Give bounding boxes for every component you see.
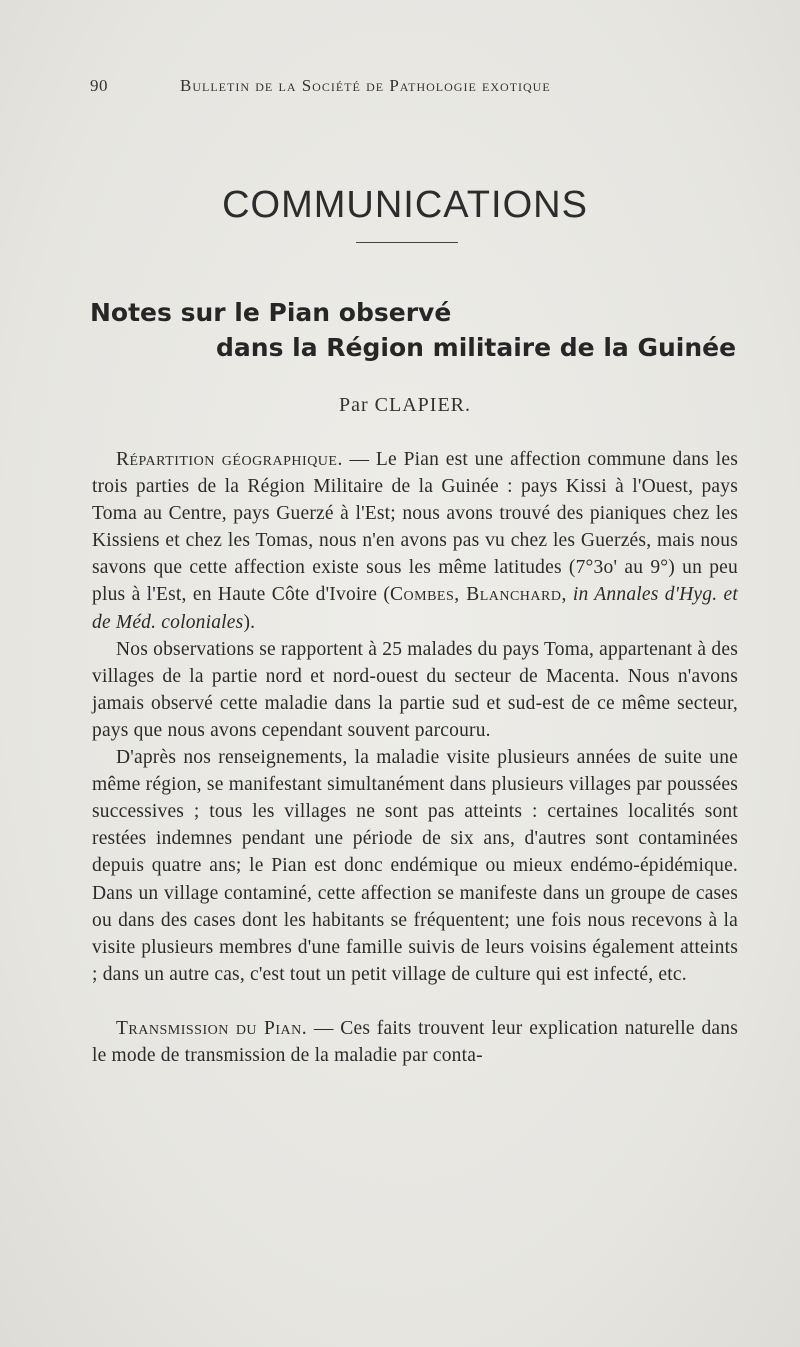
article-title-line-1: Notes sur le Pian observé xyxy=(90,298,452,327)
citation: in Annales d'Hyg. et de Méd. coloniales xyxy=(92,584,738,633)
author-names: Combes, Blanchard xyxy=(390,584,562,606)
article-body xyxy=(92,446,738,1069)
paragraph-heading: Transmission du Pian. xyxy=(116,1017,308,1039)
journal-title: Bulletin de la Société de Pathologie exotique xyxy=(180,76,551,95)
paragraph-text: ). xyxy=(243,611,256,633)
article-title-line-2: dans la Région militaire de la Guinée xyxy=(216,333,737,362)
paragraph-text: — Ces faits trouvent leur explication naturelle dans le mode de transmission de la maladie par conta- xyxy=(92,1017,738,1066)
page-number: 90 xyxy=(90,76,108,95)
paragraph-text: , xyxy=(561,584,573,606)
paragraph-heading: Répartition géographique. xyxy=(116,449,343,470)
paragraph-observations: Nos observations se rapportent à 25 malades du pays Toma, appartenant à des villages de la partie nord et nord-ouest du secteur de Macenta. Nous n'avons jamais observé cette maladie dans la partie sud et sud-est de ce même secteur, pays que nous avons cependant souvent parcouru. xyxy=(92,638,738,741)
paragraph-repartition xyxy=(92,446,738,636)
paragraph-renseignements: D'après nos renseignements, la maladie visite plusieurs années de suite une même région, se manifestant simultanément dans plusieurs villages par poussées successives ; tous les villages ne sont pas atteints : certaines localités sont restées indemnes pendant une période de six ans, d'autres sont contaminées depuis quatre ans; le Pian est donc endémique ou mieux endémo-épidémique. Dans un village contaminé, cette affection se manifeste dans un groupe de cases ou dans des cases dont les habitants se fréquentent; une fois nous recevons à la visite plusieurs membres d'une famille suivis de leurs voisins également atteints ; dans un autre cas, c'est tout un petit village de culture qui est infecté, etc. xyxy=(92,747,738,985)
article-byline: Par CLAPIER. xyxy=(339,394,471,416)
section-divider xyxy=(356,242,458,243)
paragraph-transmission xyxy=(92,1015,738,1069)
section-title: COMMUNICATIONS xyxy=(222,184,588,226)
paragraph-text: — Le Pian est une affection commune dans les trois parties de la Région Militaire de la Guinée : pays Kissi à l'Ouest, pays Toma au Centre, pays Guerzé à l'Est; nous avons trouvé des pianiques chez les Kissiens et chez les Tomas, nous n'en avons pas vu chez les Guerzés, mais nous savons que cette affection existe sous les même latitudes (7°3o' au 9°) un peu plus à l'Est, en Haute Côte d'Ivoire ( xyxy=(92,449,738,606)
